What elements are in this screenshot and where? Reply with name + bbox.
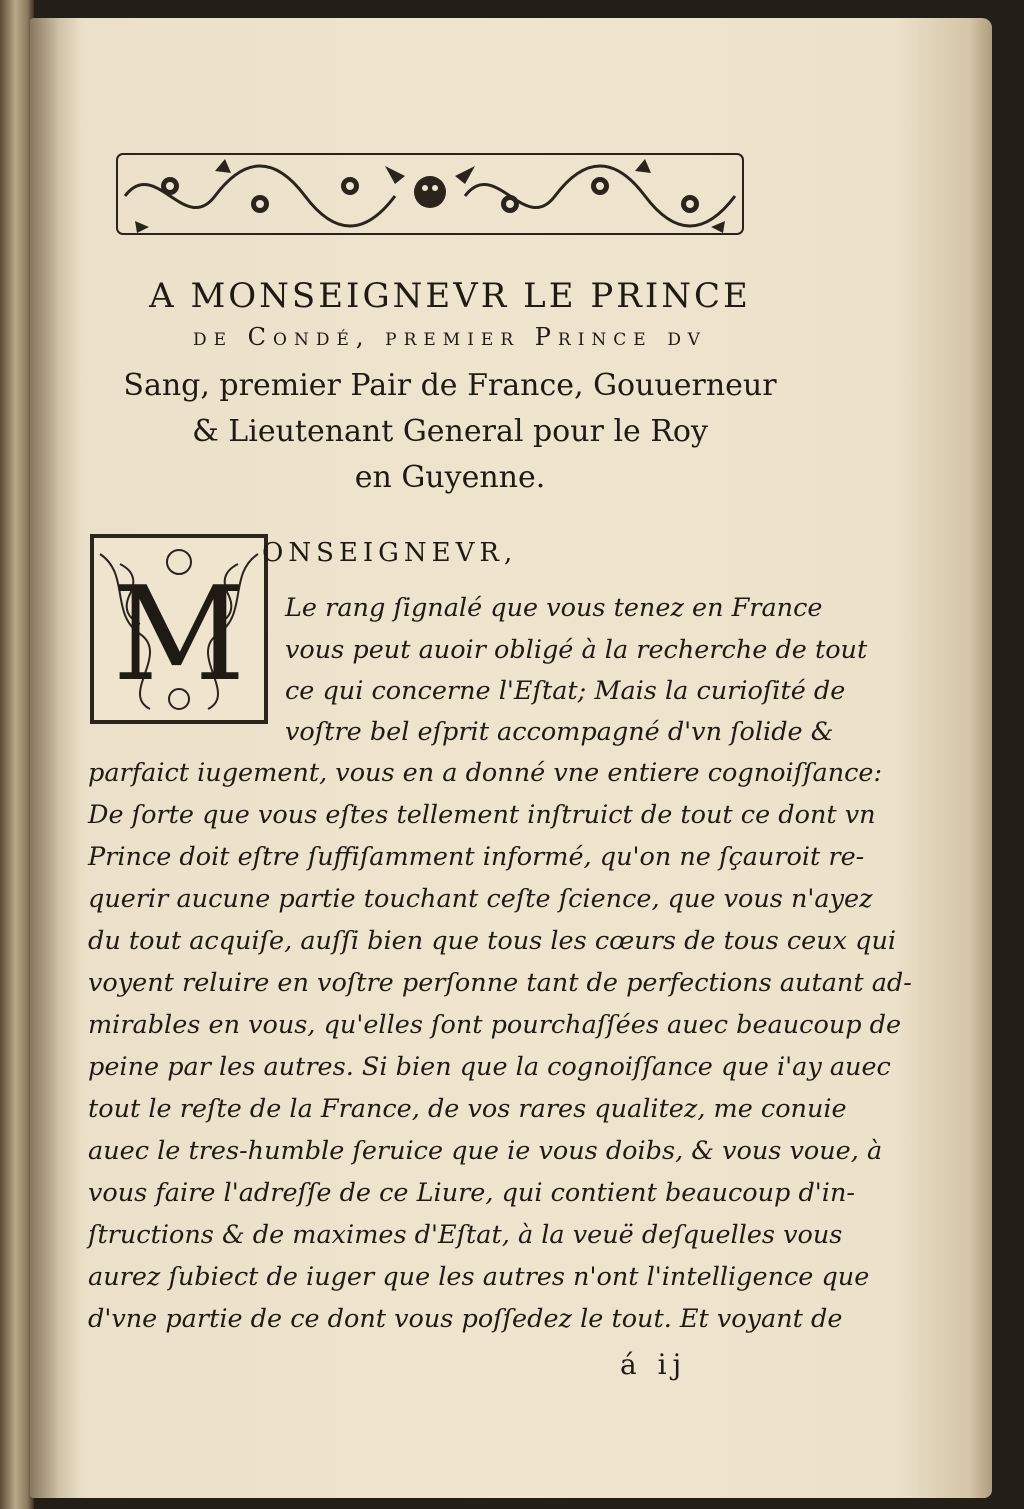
body-line: De ſorte que vous eſtes tellement inſtruict de tout ce dont vn (88, 800, 876, 830)
dedication-title-line-3: Sang, premier Pair de France, Gouuerneur (123, 368, 777, 403)
body-line: parfaict iugement, vous en a donné vne entiere cognoiſſance: (88, 758, 883, 788)
body-line: voſtre bel eſprit accompagné d'vn ſolide & (285, 717, 834, 747)
body-line: ce qui concerne l'Eſtat; Mais la curioſité de (285, 676, 846, 706)
body-line: auec le tres-humble ſeruice que ie vous doibs, & vous voue, à (88, 1136, 883, 1166)
body-line: Le rang ſignalé que vous tenez en France (285, 593, 823, 623)
body-line: Prince doit eſtre ſuffiſamment informé, qu'on ne ſçauroit re- (88, 842, 865, 872)
dedication-title-line-2: de Condé, premier Prince dv (193, 323, 707, 351)
body-line: d'vne partie de ce dont vous poſſedez le tout. Et voyant de (88, 1304, 843, 1334)
body-line: peine par les autres. Si bien que la cognoiſſance que i'ay auec (88, 1052, 891, 1082)
decorated-initial-letter (90, 534, 268, 724)
body-line: mirables en vous, qu'elles ſont pourchaſſées auec beaucoup de (88, 1010, 902, 1040)
initial-letter-glyph: M (112, 558, 246, 710)
adjacent-page-edge (0, 0, 34, 1509)
floral-headpiece-ornament (115, 146, 745, 240)
body-line: aurez ſubiect de iuger que les autres n'ont l'intelligence que (88, 1262, 870, 1292)
page-gutter-shadow (30, 18, 80, 1498)
body-line: vous faire l'adreſſe de ce Liure, qui contient beaucoup d'in- (88, 1178, 855, 1208)
body-line: querir aucune partie touchant ceſte ſcience, que vous n'ayez (88, 884, 873, 914)
body-line: tout le reſte de la France, de vos rares qualitez, me conuie (88, 1094, 847, 1124)
book-page (30, 18, 992, 1498)
body-line: du tout acquiſe, auſſi bien que tous les cœurs de tous ceux qui (88, 926, 897, 956)
body-line: vous peut auoir obligé à la recherche de tout (285, 635, 868, 665)
page-edge-shadow (970, 18, 992, 1498)
body-line: voyent reluire en voſtre perſonne tant de perfections autant ad- (88, 968, 912, 998)
dedication-title-line-4: & Lieutenant General pour le Roy (192, 414, 708, 449)
salutation: ONSEIGNEVR, (262, 538, 518, 568)
body-line: ſtructions & de maximes d'Eſtat, à la veuë deſquelles vous (88, 1220, 843, 1250)
dedication-title-line-5: en Guyenne. (354, 460, 546, 495)
dedication-title-line-1: A MONSEIGNEVR LE PRINCE (149, 276, 751, 316)
signature-mark: á ij (620, 1348, 688, 1381)
